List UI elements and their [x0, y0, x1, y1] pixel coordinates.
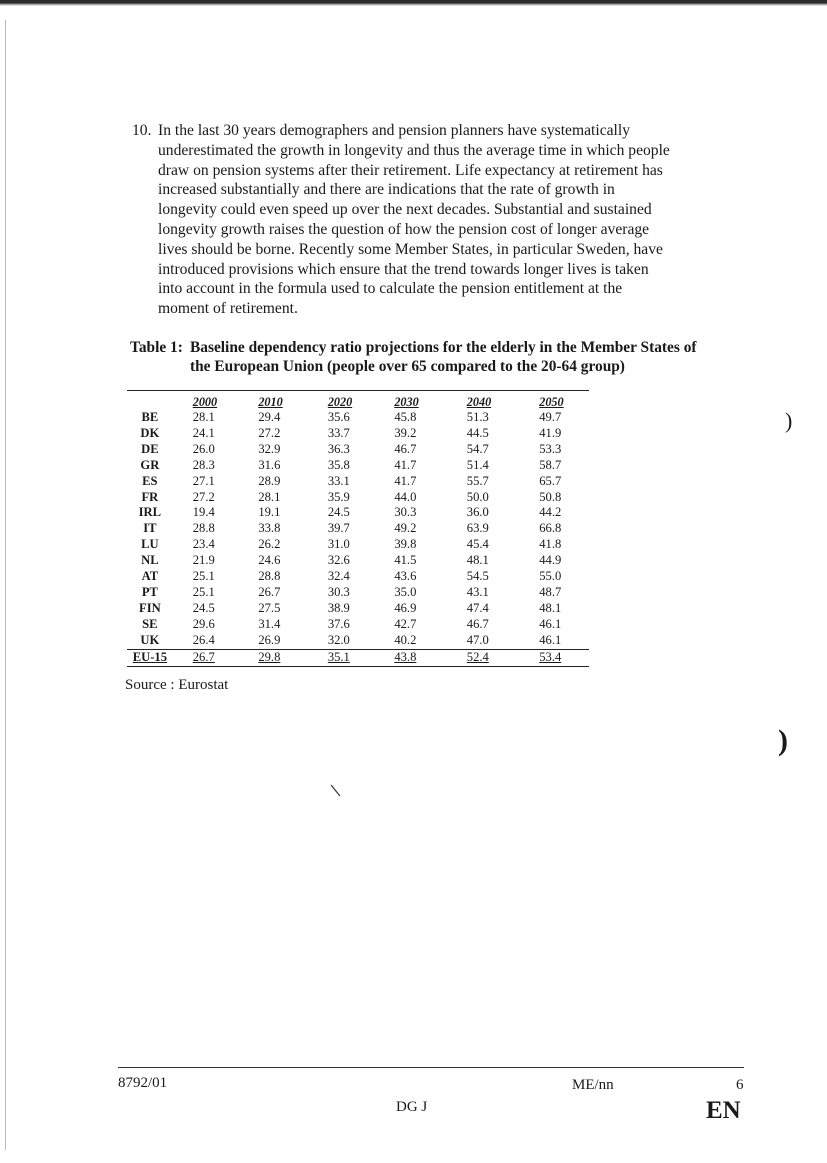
- ratio-value: 50.0: [466, 489, 489, 504]
- ratio-value: 65.7: [539, 473, 562, 488]
- paragraph-line: In the last 30 years demographers and pension planners have systematically: [158, 122, 631, 139]
- ratio-value: 26.9: [258, 632, 281, 647]
- table-row: [127, 521, 589, 537]
- ratio-value: 25.1: [192, 569, 215, 584]
- country-code: DE: [141, 441, 159, 456]
- table-row: [127, 505, 589, 521]
- paragraph-line: longevity could even speed up over the next decades. Substantial and sustained: [158, 201, 652, 219]
- ratio-value: 42.7: [394, 616, 417, 631]
- ratio-value: 52.4: [467, 649, 539, 666]
- ratio-value: 26.2: [258, 537, 281, 552]
- ratio-value: 40.2: [394, 632, 417, 647]
- table-row: [127, 474, 589, 490]
- table-title: [130, 338, 730, 376]
- ratio-value: 36.3: [327, 441, 350, 456]
- ratio-value: 44.5: [466, 425, 489, 440]
- header-2010: 2010: [252, 391, 327, 411]
- table-row: [127, 442, 589, 458]
- table-row: [127, 633, 589, 649]
- table-row: [127, 458, 589, 474]
- dependency-ratio-table: [127, 390, 589, 667]
- paragraph-10: [132, 121, 722, 319]
- ratio-value: 41.7: [394, 473, 417, 488]
- paragraph-line: lives should be borne. Recently some Member States, in particular Sweden, have: [158, 240, 663, 258]
- ratio-value: 21.9: [192, 553, 215, 568]
- stray-pen-mark: [330, 784, 342, 798]
- left-scan-line: [5, 20, 6, 1150]
- country-code: UK: [140, 632, 160, 647]
- ratio-value: 24.5: [327, 505, 350, 520]
- ratio-value: 50.8: [539, 489, 562, 504]
- table-row: [127, 426, 589, 442]
- table-row: [127, 537, 589, 553]
- ratio-value: 24.1: [192, 425, 215, 440]
- ratio-value: 31.0: [327, 537, 350, 552]
- ratio-value: 35.0: [394, 584, 417, 599]
- ratio-value: 28.3: [192, 457, 215, 472]
- ratio-value: 27.5: [258, 600, 281, 615]
- ratio-value: 35.8: [327, 457, 350, 472]
- source-note: Source : Eurostat: [125, 677, 229, 693]
- table-row: [127, 490, 589, 506]
- ratio-value: 41.7: [394, 457, 417, 472]
- ratio-value: 23.4: [192, 537, 215, 552]
- ratio-value: 47.4: [466, 600, 489, 615]
- ratio-value: 44.0: [394, 489, 417, 504]
- ratio-value: 27.1: [192, 473, 215, 488]
- ratio-value: 30.3: [394, 505, 417, 520]
- ratio-value: 46.1: [539, 616, 562, 631]
- table-row: [127, 553, 589, 569]
- paragraph-line: increased substantially and there are indications that the rate of growth in: [158, 181, 615, 199]
- ratio-value: 28.8: [192, 521, 215, 536]
- ratio-value: 49.2: [394, 521, 417, 536]
- header-2030: 2030: [394, 391, 466, 411]
- ratio-value: 32.9: [258, 441, 281, 456]
- ratio-value: 35.9: [327, 489, 350, 504]
- table-row: [127, 585, 589, 601]
- ratio-value: 25.1: [192, 584, 215, 599]
- table-row: [127, 410, 589, 426]
- ratio-value: 28.9: [258, 473, 281, 488]
- paragraph-line: into account in the formula used to calculate the pension entitlement at the: [158, 280, 623, 298]
- ratio-value: 46.1: [539, 632, 562, 647]
- ratio-value: 35.1: [328, 649, 395, 666]
- ratio-value: 54.5: [466, 569, 489, 584]
- ratio-value: 29.8: [252, 649, 327, 666]
- ratio-value: 46.7: [466, 616, 489, 631]
- ratio-value: 24.5: [192, 600, 215, 615]
- country-code: EU-15: [127, 649, 173, 666]
- ratio-value: 39.8: [394, 537, 417, 552]
- table-total-row: [127, 649, 589, 666]
- ratio-value: 26.7: [173, 649, 253, 666]
- country-code: GR: [140, 457, 160, 472]
- ratio-value: 63.9: [466, 521, 489, 536]
- ratio-value: 30.3: [327, 584, 350, 599]
- ratio-value: 38.9: [327, 600, 350, 615]
- ratio-value: 27.2: [192, 489, 215, 504]
- country-code: PT: [141, 584, 158, 599]
- country-code: IRL: [138, 505, 162, 520]
- header-2000: 2000: [173, 391, 253, 411]
- ratio-value: 37.6: [327, 616, 350, 631]
- country-code: SE: [142, 616, 158, 631]
- margin-bracket-mark: ): [778, 724, 788, 757]
- ratio-value: 47.0: [466, 632, 489, 647]
- table-row: [127, 617, 589, 633]
- ratio-value: 44.9: [539, 553, 562, 568]
- ratio-value: 36.0: [466, 505, 489, 520]
- paragraph-line: longevity growth raises the question of how the pension cost of longer average: [158, 220, 650, 238]
- ratio-value: 19.4: [192, 505, 215, 520]
- country-code: LU: [141, 537, 159, 552]
- country-code: AT: [141, 569, 159, 584]
- ratio-value: 32.0: [327, 632, 350, 647]
- header-2040: 2040: [467, 391, 539, 411]
- ratio-value: 43.6: [394, 569, 417, 584]
- ratio-value: 41.8: [539, 537, 562, 552]
- ratio-value: 55.7: [466, 473, 489, 488]
- author-initials: ME/nn: [572, 1077, 614, 1093]
- ratio-value: 55.0: [539, 569, 562, 584]
- top-scan-rule: [0, 0, 827, 6]
- ratio-value: 33.7: [327, 425, 350, 440]
- ratio-value: 32.4: [327, 569, 350, 584]
- country-code: FIN: [139, 600, 161, 615]
- ratio-value: 28.1: [192, 410, 215, 424]
- document-code: 8792/01: [118, 1075, 168, 1091]
- page-number: 6: [736, 1077, 744, 1093]
- ratio-value: 46.9: [394, 600, 417, 615]
- ratio-value: 35.6: [327, 410, 350, 424]
- ratio-value: 26.7: [258, 584, 281, 599]
- ratio-value: 19.1: [258, 505, 281, 520]
- header-blank: [127, 391, 173, 411]
- directorate: DG J: [396, 1099, 428, 1115]
- ratio-value: 41.9: [539, 425, 562, 440]
- ratio-value: 33.8: [258, 521, 281, 536]
- table-row: [127, 569, 589, 585]
- paragraph-number: 10.: [132, 122, 152, 139]
- ratio-value: 46.7: [394, 441, 417, 456]
- ratio-value: 28.1: [258, 489, 281, 504]
- country-code: IT: [143, 521, 157, 536]
- table-row: [127, 601, 589, 617]
- table-label: Table 1:: [130, 339, 183, 356]
- paragraph-line: draw on pension systems after their retirement. Life expectancy at retirement has: [158, 161, 663, 179]
- table-title-text: [130, 338, 730, 376]
- footer-rule: [118, 1067, 744, 1068]
- country-code: DK: [140, 425, 160, 440]
- ratio-value: 26.4: [192, 632, 215, 647]
- country-code: FR: [141, 489, 159, 504]
- margin-bracket-mark: ): [785, 408, 793, 433]
- ratio-value: 54.7: [466, 441, 489, 456]
- ratio-value: 33.1: [327, 473, 350, 488]
- ratio-value: 48.1: [466, 553, 489, 568]
- ratio-value: 27.2: [258, 425, 281, 440]
- ratio-value: 43.8: [394, 649, 466, 666]
- ratio-value: 51.4: [466, 457, 489, 472]
- ratio-value: 32.6: [327, 553, 350, 568]
- header-2050: 2050: [539, 391, 589, 411]
- ratio-value: 44.2: [539, 505, 562, 520]
- ratio-value: 45.8: [394, 410, 417, 424]
- ratio-value: 31.4: [258, 616, 281, 631]
- ratio-value: 39.7: [327, 521, 350, 536]
- ratio-value: 43.1: [466, 584, 489, 599]
- table-header-row: [127, 391, 589, 411]
- language-code: EN: [706, 1097, 741, 1124]
- ratio-value: 48.7: [539, 584, 562, 599]
- ratio-value: 53.3: [539, 441, 562, 456]
- ratio-value: 53.4: [539, 649, 589, 666]
- ratio-value: 28.8: [258, 569, 281, 584]
- ratio-value: 58.7: [539, 457, 562, 472]
- paragraph-line: underestimated the growth in longevity and thus the average time in which people: [158, 141, 670, 159]
- table-title-line: the European Union (people over 65 compared to the 20-64 group): [190, 358, 625, 375]
- ratio-value: 48.1: [539, 600, 562, 615]
- ratio-value: 51.3: [466, 410, 489, 424]
- ratio-value: 31.6: [258, 457, 281, 472]
- paragraph-line: moment of retirement.: [158, 300, 298, 318]
- country-code: ES: [142, 473, 158, 488]
- paragraph-line: introduced provisions which ensure that the trend towards longer lives is taken: [158, 260, 649, 278]
- header-2020: 2020: [328, 391, 395, 411]
- paragraph-text: [132, 121, 722, 319]
- ratio-value: 41.5: [394, 553, 417, 568]
- ratio-value: 66.8: [539, 521, 562, 536]
- ratio-value: 45.4: [466, 537, 489, 552]
- ratio-value: 39.2: [394, 425, 417, 440]
- country-code: BE: [141, 410, 159, 424]
- ratio-value: 49.7: [539, 410, 562, 424]
- ratio-value: 26.0: [192, 441, 215, 456]
- ratio-value: 29.4: [258, 410, 281, 424]
- country-code: NL: [141, 553, 159, 568]
- ratio-value: 24.6: [258, 553, 281, 568]
- ratio-value: 29.6: [192, 616, 215, 631]
- table-title-line: Baseline dependency ratio projections for the elderly in the Member States of: [190, 339, 697, 356]
